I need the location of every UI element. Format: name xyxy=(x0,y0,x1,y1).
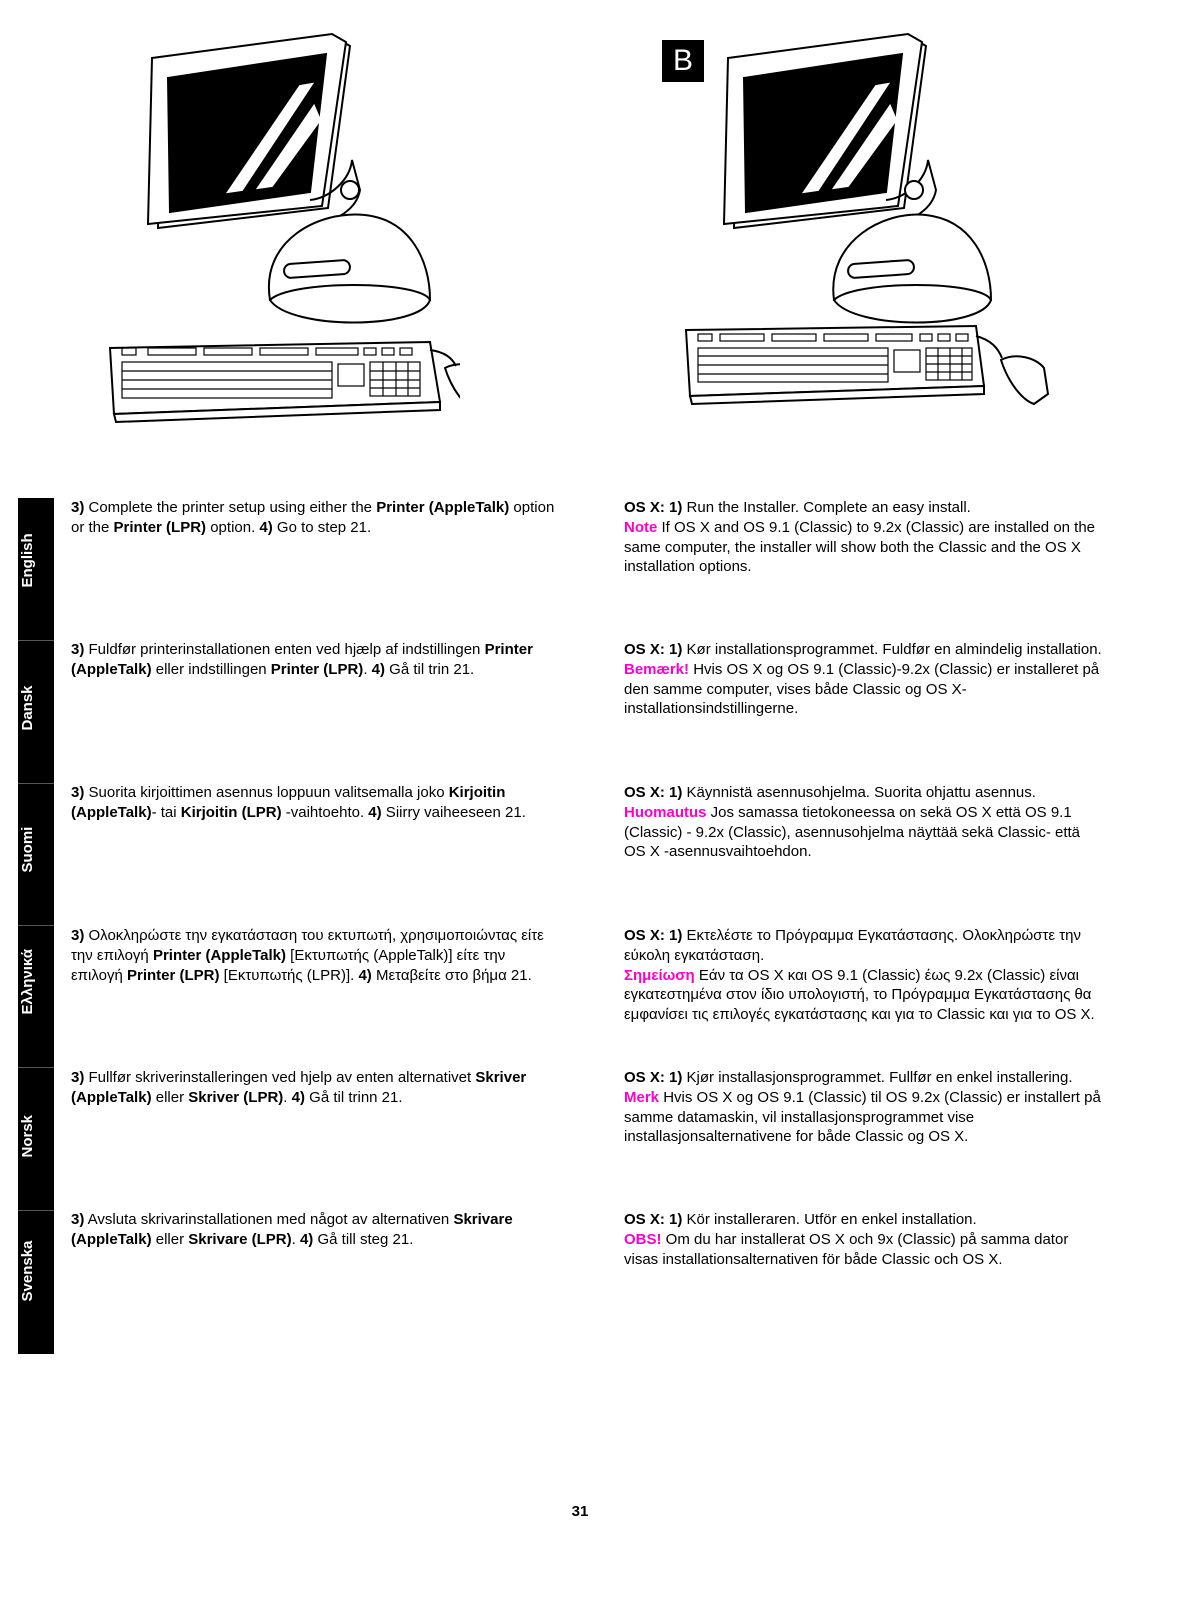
language-tab-dansk xyxy=(18,641,54,784)
bold-term: Skriver (LPR) xyxy=(188,1088,284,1106)
paragraph: OS X: 1) Εκτελέστε το Πρόγραμμα Εγκατάστασης. Ολοκληρώστε την εύκολη εγκατάσταση. xyxy=(624,927,1081,964)
instruction-right xyxy=(624,498,1104,577)
paragraph: OS X: 1) Kør installationsprogrammet. Fuldfør en almindelig installation. xyxy=(624,641,1102,658)
bold-term: 4) xyxy=(358,966,372,984)
bold-term: 3) xyxy=(71,927,85,944)
paragraph: Huomautus Jos samassa tietokoneessa on sekä OS X että OS 9.1 (Classic) - 9.2x (Classic), asennusohjelma näyttää sekä Classic- että OS X -asennusvaihtoehdon. xyxy=(624,803,1080,861)
bold-term: OS X: 1) xyxy=(624,784,683,801)
note-label: Σημείωση xyxy=(624,966,695,984)
bold-term: OS X: 1) xyxy=(624,499,683,516)
paragraph: Note If OS X and OS 9.1 (Classic) to 9.2x (Classic) are installed on the same computer, the installer will show both the Classic and the OS X installation options. xyxy=(624,518,1096,576)
language-tab-english xyxy=(18,498,54,641)
instruction-left xyxy=(71,498,561,538)
language-label: Ελληνικά xyxy=(19,949,36,1015)
bold-term: OS X: 1) xyxy=(624,1069,683,1086)
bold-term: 4) xyxy=(259,518,273,536)
paragraph: 3) Avsluta skrivarinstallationen med något av alternativen Skrivare (AppleTalk) eller Skrivare (LPR). 4) Gå till steg 21. xyxy=(71,1211,513,1248)
language-label: Svenska xyxy=(19,1240,36,1302)
paragraph: OS X: 1) Käynnistä asennusohjelma. Suorita ohjattu asennus. xyxy=(624,784,1036,801)
paragraph: 3) Fuldfør printerinstallationen enten ved hjælp af indstillingen Printer (AppleTalk) eller indstillingen Printer (LPR). 4) Gå til trin 21. xyxy=(71,641,533,678)
page-number: 31 xyxy=(571,1503,589,1520)
bold-term: 4) xyxy=(371,660,385,678)
bold-term: Skrivare (AppleTalk) xyxy=(71,1211,513,1248)
language-label: English xyxy=(19,533,36,588)
instruction-right xyxy=(624,1068,1104,1147)
paragraph: OS X: 1) Kjør installasjonsprogrammet. Fullfør en enkel installering. xyxy=(624,1069,1073,1086)
language-sidebar xyxy=(18,498,54,1354)
bold-term: Printer (AppleTalk) xyxy=(376,499,510,516)
bold-term: 3) xyxy=(71,1211,85,1228)
bold-term: OS X: 1) xyxy=(624,641,683,658)
note-label: Bemærk! xyxy=(624,660,690,678)
bold-term: OS X: 1) xyxy=(624,1211,683,1228)
bold-term: 3) xyxy=(71,641,85,658)
language-label: Suomi xyxy=(19,826,36,873)
paragraph: 3) Complete the printer setup using either the Printer (AppleTalk) option or the Printer (LPR) option. 4) Go to step 21. xyxy=(71,499,555,536)
instruction-left xyxy=(71,1210,561,1250)
instruction-left xyxy=(71,640,561,680)
step-badge: B xyxy=(662,40,704,82)
bold-term: 3) xyxy=(71,499,85,516)
instruction-right xyxy=(624,783,1104,862)
note-label: Merk xyxy=(624,1088,660,1106)
instruction-right xyxy=(624,926,1104,1025)
language-tab-greek xyxy=(18,926,54,1068)
bold-term: Printer (LPR) xyxy=(113,518,207,536)
language-tab-svenska xyxy=(18,1211,54,1354)
language-tab-suomi xyxy=(18,784,54,926)
bold-term: Skrivare (LPR) xyxy=(188,1230,292,1248)
paragraph: Σημείωση Εάν τα OS X και OS 9.1 (Classic) έως 9.2x (Classic) είναι εγκατεστημένα στον ίδιο υπολογιστή, το Πρόγραμμα Εγκατάστασης θα εμφανίσει τις επιλογές εγκατάστασης και για το Classic και για το OS X. xyxy=(624,966,1095,1024)
instruction-left xyxy=(71,926,561,985)
instruction-right xyxy=(624,1210,1104,1269)
bold-term: 3) xyxy=(71,784,85,801)
bold-term: 4) xyxy=(291,1088,305,1106)
language-tab-norsk xyxy=(18,1068,54,1211)
instruction-left xyxy=(71,1068,561,1108)
bold-term: Printer (LPR) xyxy=(270,660,364,678)
paragraph: OS X: 1) Kör installeraren. Utför en enkel installation. xyxy=(624,1211,977,1228)
paragraph: OS X: 1) Run the Installer. Complete an easy install. xyxy=(624,499,971,516)
note-label: Huomautus xyxy=(624,803,707,821)
bold-term: Printer (AppleTalk) xyxy=(152,946,287,964)
language-label: Dansk xyxy=(19,685,36,731)
bold-term: 4) xyxy=(368,803,382,821)
bold-term: 3) xyxy=(71,1069,85,1086)
bold-term: 4) xyxy=(299,1230,314,1248)
bold-term: Skriver (AppleTalk) xyxy=(71,1069,527,1106)
instruction-right xyxy=(624,640,1104,719)
imac-illustration-right xyxy=(676,30,1076,430)
bold-term: Kirjoitin (AppleTalk) xyxy=(71,784,506,821)
bold-term: Kirjoitin (LPR) xyxy=(180,803,282,821)
imac-illustration-left xyxy=(100,30,460,430)
paragraph: OBS! Om du har installerat OS X och 9x (Classic) på samma dator visas installationsalternativen för både Classic och OS X. xyxy=(624,1230,1069,1268)
instruction-left xyxy=(71,783,561,823)
paragraph: 3) Ολοκληρώστε την εγκατάσταση του εκτυπωτή, χρησιμοποιώντας είτε την επιλογή Printer (AppleTalk) [Εκτυπωτής (AppleTalk)] είτε την επιλογή Printer (LPR) [Εκτυπωτής (LPR)]. 4) Μεταβείτε στο βήμα 21. xyxy=(71,927,544,984)
paragraph: 3) Suorita kirjoittimen asennus loppuun valitsemalla joko Kirjoitin (AppleTalk)- tai Kirjoitin (LPR) -vaihtoehto. 4) Siirry vaiheeseen 21. xyxy=(71,784,526,821)
bold-term: Printer (AppleTalk) xyxy=(71,641,533,678)
paragraph: Bemærk! Hvis OS X og OS 9.1 (Classic)-9.2x (Classic) er installeret på den samme computer, vises både Classic og OS X-installationsindstillingerne. xyxy=(624,660,1100,718)
note-label: OBS! xyxy=(624,1230,662,1248)
paragraph: 3) Fullfør skriverinstalleringen ved hjelp av enten alternativet Skriver (AppleTalk) eller Skriver (LPR). 4) Gå til trinn 21. xyxy=(71,1069,527,1106)
language-label: Norsk xyxy=(19,1114,36,1158)
bold-term: Printer (LPR) xyxy=(127,966,220,984)
note-label: Note xyxy=(624,518,658,536)
paragraph: Merk Hvis OS X og OS 9.1 (Classic) til OS 9.2x (Classic) er installert på samme datamaskin, vil installasjonsprogrammet vise installasjonsalternativene for både Classic og OS X. xyxy=(624,1088,1101,1146)
bold-term: OS X: 1) xyxy=(624,927,683,944)
